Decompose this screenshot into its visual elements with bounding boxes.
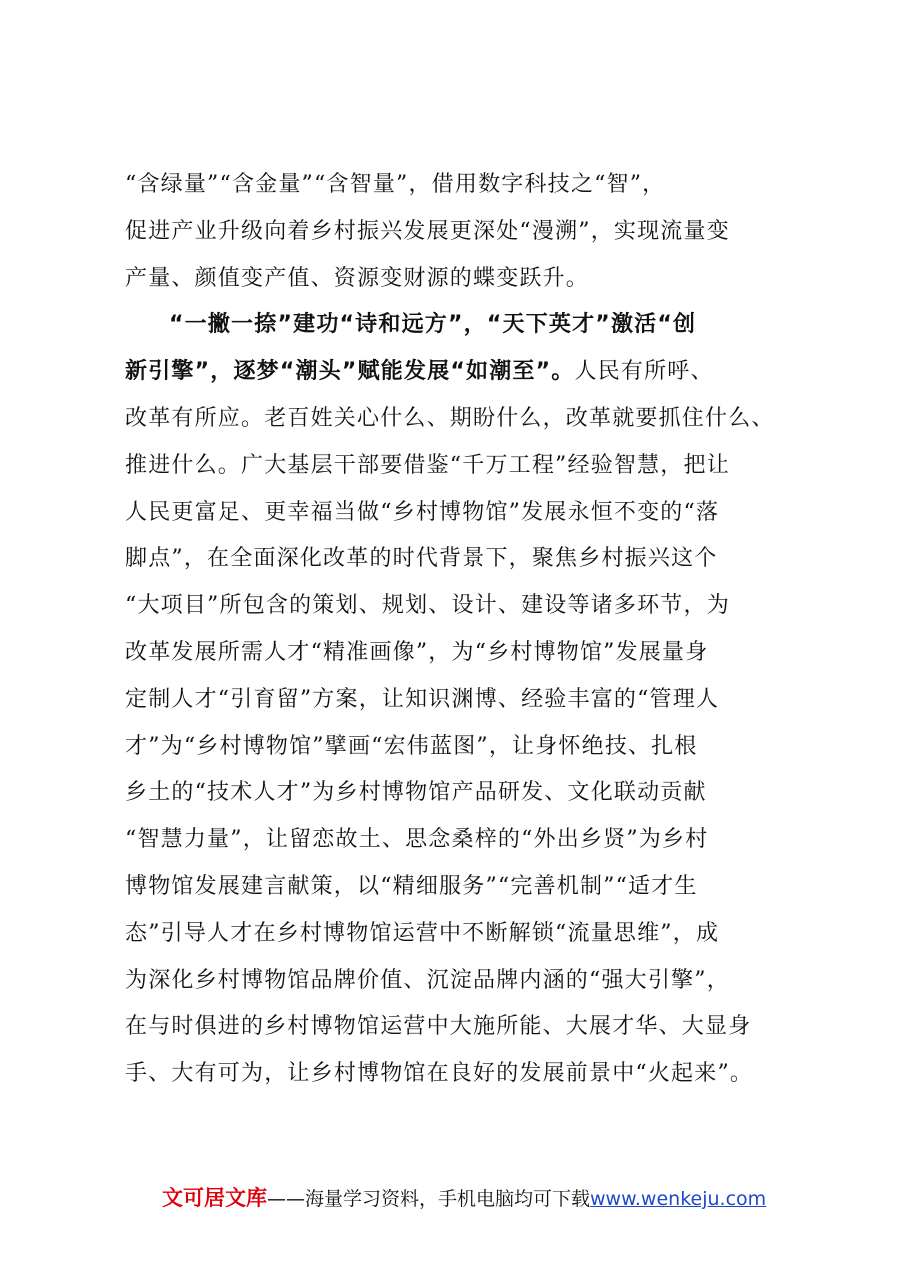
paragraph-line: 改革发展所需人才“精准画像”，为“乡村博物馆”发展量身 — [125, 639, 709, 665]
paragraph-line: 博物馆发展建言献策，以“精细服务”“完善机制”“适才生 — [125, 873, 698, 899]
paragraph-line: 态”引导人才在乡村博物馆运营中不断解锁“流量思维”，成 — [125, 920, 720, 946]
paragraph-line: “智慧力量”，让留恋故土、思念桑梓的“外出乡贤”为乡村 — [125, 827, 709, 853]
footer-description: ——海量学习资料，手机电脑均可下载 — [267, 1188, 591, 1210]
section-heading-line-2 — [125, 349, 815, 396]
footer-website-link[interactable]: www.wenkeju.com — [590, 1188, 767, 1210]
paragraph-line: 推进什么。广大基层干部要借鉴“千万工程”经验智慧，把让 — [125, 452, 730, 478]
paragraph-line: “大项目”所包含的策划、规划、设计、建设等诸多环节，为 — [125, 593, 730, 619]
paragraph-text: 人民有所呼、 — [574, 359, 714, 385]
document-body — [125, 162, 815, 1098]
paragraph-line: 促进产业升级向着乡村振兴发展更深处“漫溯”，实现流量变 — [125, 218, 730, 244]
paragraph-line: “含绿量”“含金量”“含智量”，借用数字科技之“智”， — [125, 172, 666, 197]
paragraph-line: 脚点”，在全面深化改革的时代背景下，聚焦乡村振兴这个 — [125, 546, 718, 572]
paragraph-line: 定制人才“引育留”方案，让知识渊博、经验丰富的“管理人 — [125, 686, 720, 712]
paragraph-line: 产量、颜值变产值、资源变财源的蝶变跃升。 — [125, 265, 590, 291]
section-heading-line: “一撇一捺”建功“诗和远方”，“天下英才”激活“创 — [169, 312, 697, 338]
paragraph-line: 乡土的“技术人才”为乡村博物馆产品研发、文化联动贡献 — [125, 780, 707, 806]
paragraph-line: 在与时俱进的乡村博物馆运营中大施所能、大展才华、大显身 — [125, 1014, 752, 1040]
paragraph-line: 人民更富足、更幸福当做“乡村博物馆”发展永恒不变的“落 — [125, 499, 720, 525]
footer-brand: 文可居文库 — [162, 1186, 267, 1210]
section-heading-text: 新引擎”，逐梦“潮头”赋能发展“如潮至”。 — [125, 359, 575, 385]
paragraph-line: 为深化乡村博物馆品牌价值、沉淀品牌内涵的“强大引擎”， — [125, 967, 730, 993]
paragraph-line: 改革有所应。老百姓关心什么、期盼什么，改革就要抓住什么、 — [125, 405, 775, 431]
page-footer — [162, 1182, 766, 1212]
paragraph-line: 才”为“乡村博物馆”擘画“宏伟蓝图”，让身怀绝技、扎根 — [125, 733, 698, 759]
paragraph-line: 手、大有可为，让乡村博物馆在良好的发展前景中“火起来”。 — [125, 1061, 754, 1087]
